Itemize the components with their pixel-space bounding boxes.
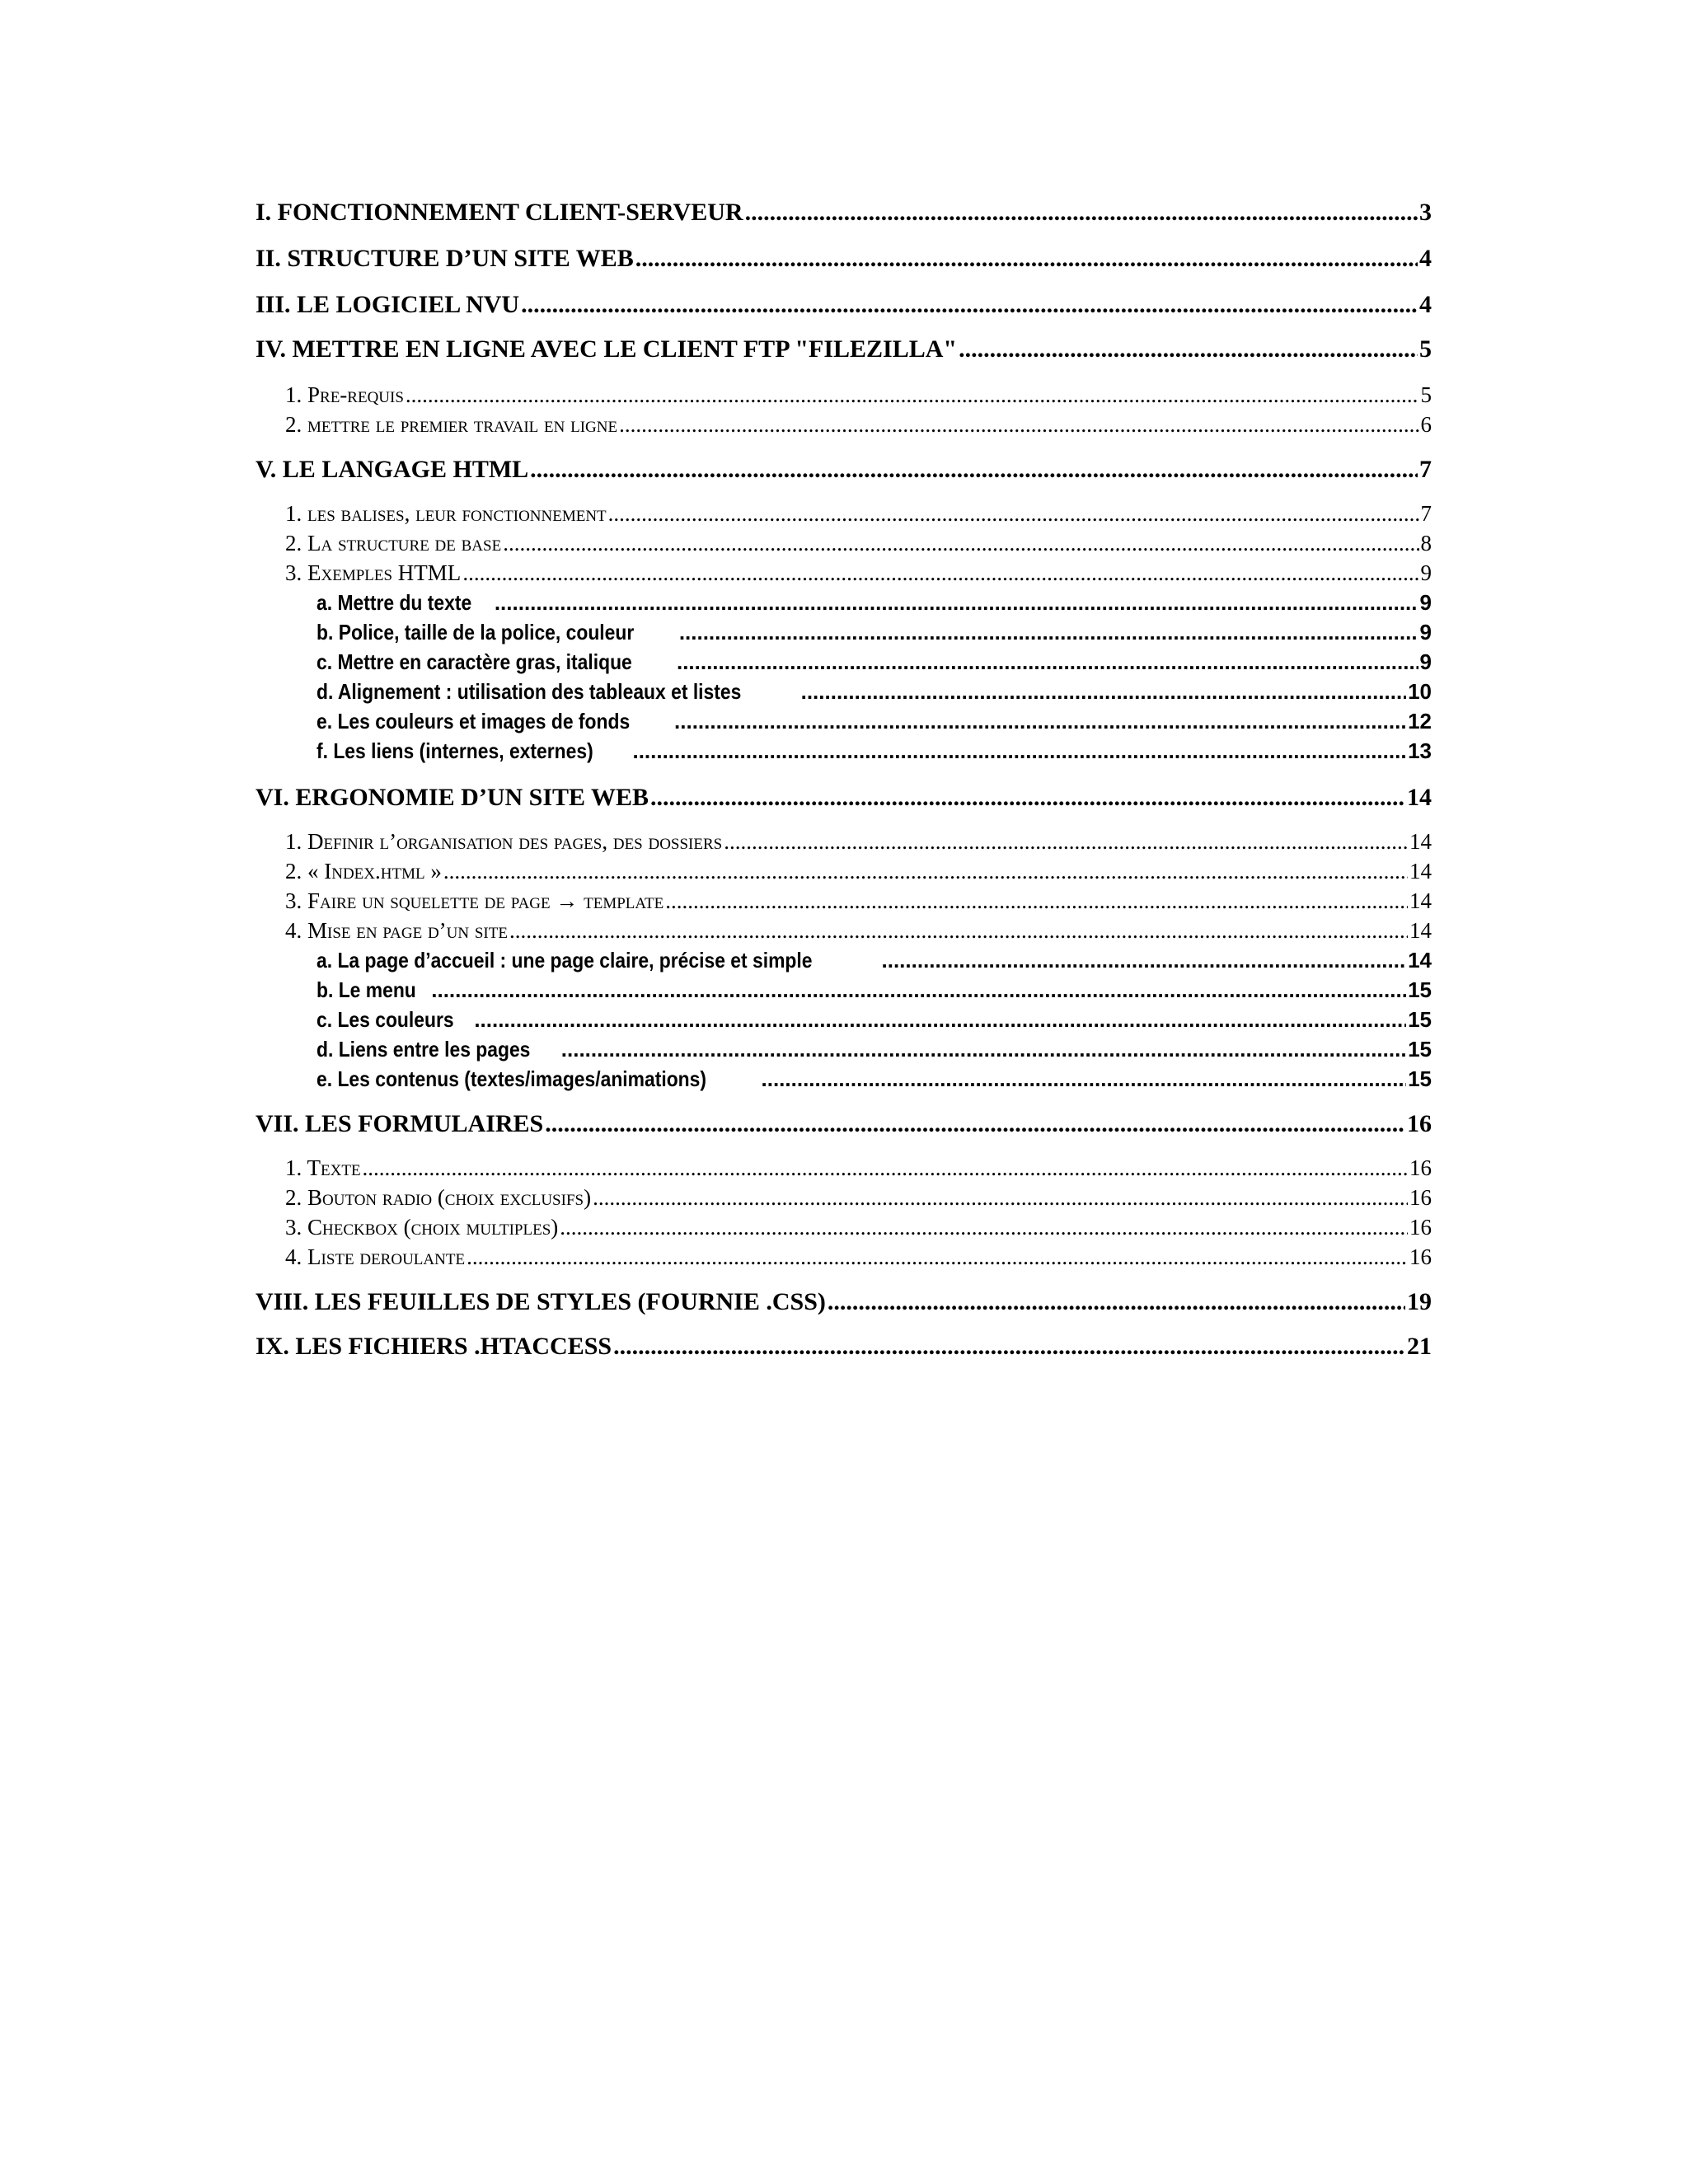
dot-leader <box>632 737 1406 765</box>
toc-entry-page: 14 <box>1409 829 1432 854</box>
toc-entry[interactable] <box>256 588 1432 616</box>
toc-entry-page: 21 <box>1407 1333 1432 1360</box>
toc-entry[interactable] <box>256 1109 1432 1139</box>
toc-entry-label: a. La page d’accueil : une page claire, précise et simple <box>316 948 813 972</box>
toc-entry-label: VIII. LES FEUILLES DE STYLES (FOURNIE .CSS) <box>256 1288 826 1315</box>
toc-entry-page: 4 <box>1419 245 1432 272</box>
toc-entry-label: 2. « Index.html » <box>285 859 442 883</box>
toc-entry-label: 4. Mise en page d’un site <box>285 918 508 943</box>
toc-entry-label: b. Police, taille de la police, couleur <box>316 620 635 644</box>
dot-leader <box>745 198 1418 227</box>
toc-entry-page: 4 <box>1419 291 1432 318</box>
dot-leader <box>530 455 1418 485</box>
dot-leader <box>619 410 1418 438</box>
toc-entry[interactable] <box>256 827 1432 855</box>
toc-entry-label: V. LE LANGAGE HTML <box>256 456 529 483</box>
toc-entry-page: 14 <box>1407 784 1432 811</box>
toc-entry[interactable] <box>256 381 1432 409</box>
dot-leader <box>363 1154 1408 1182</box>
toc-entry[interactable] <box>256 335 1432 364</box>
dot-leader <box>462 559 1418 587</box>
toc-entry-label: 3. Faire un squelette de page → template <box>285 888 664 913</box>
toc-entry-label: III. LE LOGICIEL NVU <box>256 291 520 318</box>
dot-leader <box>431 976 1406 1004</box>
dot-leader <box>443 857 1408 885</box>
dot-leader <box>560 1213 1408 1241</box>
toc-entry[interactable] <box>256 946 1432 974</box>
toc-entry[interactable] <box>256 1065 1432 1093</box>
toc-entry[interactable] <box>256 887 1432 915</box>
toc-entry[interactable] <box>256 290 1432 320</box>
toc-entry[interactable] <box>256 707 1432 735</box>
toc-entry-label: 1. les balises, leur fonctionnement <box>285 501 607 526</box>
toc-entry-page: 7 <box>1420 501 1432 526</box>
dot-leader <box>467 1243 1408 1271</box>
toc-entry[interactable] <box>256 1154 1432 1182</box>
toc-entry-page: 9 <box>1419 649 1432 674</box>
dot-leader <box>635 244 1418 274</box>
dot-leader <box>679 618 1418 646</box>
toc-entry-label: 2. La structure de base <box>285 531 502 555</box>
toc-entry-page: 14 <box>1409 859 1432 883</box>
dot-leader <box>593 1183 1408 1212</box>
toc-entry-label: 1. Pre-requis <box>285 382 404 407</box>
toc-entry-label: 2. mettre le premier travail en ligne <box>285 412 618 437</box>
toc-entry-label: 4. Liste deroulante <box>285 1244 466 1269</box>
toc-entry[interactable] <box>256 244 1432 274</box>
toc-entry-label: IX. LES FICHIERS .HTACCESS <box>256 1333 612 1360</box>
toc-entry-label: 2. Bouton radio (choix exclusifs) <box>285 1185 592 1210</box>
toc-entry-page: 16 <box>1409 1185 1432 1210</box>
dot-leader <box>677 648 1418 676</box>
toc-entry[interactable] <box>256 559 1432 587</box>
toc-entry-page: 9 <box>1420 560 1432 585</box>
toc-entry[interactable] <box>256 1287 1432 1317</box>
toc-entry[interactable] <box>256 618 1432 646</box>
toc-entry-label: f. Les liens (internes, externes) <box>316 738 593 763</box>
toc-entry-page: 12 <box>1408 709 1432 733</box>
dot-leader <box>762 1065 1407 1093</box>
toc-entry[interactable] <box>256 737 1432 765</box>
dot-leader <box>495 588 1418 616</box>
dot-leader <box>545 1109 1405 1139</box>
toc-entry-page: 9 <box>1419 620 1432 644</box>
toc-entry-label: e. Les contenus (textes/images/animations) <box>316 1066 706 1091</box>
toc-entry-page: 15 <box>1408 1066 1432 1091</box>
toc-entry-label: a. Mettre du texte <box>316 590 472 615</box>
dot-leader <box>828 1287 1405 1317</box>
dot-leader <box>406 381 1419 409</box>
dot-leader <box>509 916 1408 944</box>
toc-entry[interactable] <box>256 648 1432 676</box>
toc-entry-page: 8 <box>1420 531 1432 555</box>
toc-entry-label: IV. METTRE EN LIGNE AVEC LE CLIENT FTP "FILEZILLA" <box>256 335 958 363</box>
toc-entry-page: 15 <box>1408 1007 1432 1032</box>
toc-entry-label: 1. Texte <box>285 1155 361 1180</box>
dot-leader <box>959 335 1418 364</box>
toc-entry-page: 15 <box>1408 977 1432 1002</box>
toc-entry-page: 19 <box>1407 1288 1432 1315</box>
toc-entry[interactable] <box>256 1332 1432 1361</box>
toc-entry-page: 16 <box>1409 1244 1432 1269</box>
toc-entry[interactable] <box>256 455 1432 485</box>
dot-leader <box>474 1005 1406 1033</box>
toc-entry[interactable] <box>256 410 1432 438</box>
toc-entry[interactable] <box>256 916 1432 944</box>
toc-entry[interactable] <box>256 529 1432 557</box>
toc-entry[interactable] <box>256 857 1432 885</box>
toc-entry-page: 16 <box>1409 1155 1432 1180</box>
dot-leader <box>608 499 1419 527</box>
toc-entry-page: 16 <box>1407 1110 1432 1137</box>
dot-leader <box>650 783 1405 813</box>
toc-entry-page: 13 <box>1408 738 1432 763</box>
toc-entry-label: 3. Checkbox (choix multiples) <box>285 1215 559 1240</box>
dot-leader <box>503 529 1418 557</box>
toc-entry[interactable] <box>256 1183 1432 1212</box>
toc-entry-page: 5 <box>1419 335 1432 363</box>
toc-entry-page: 10 <box>1408 679 1432 704</box>
toc-entry-label: II. STRUCTURE D’UN SITE WEB <box>256 245 634 272</box>
toc-entry-page: 7 <box>1419 456 1432 483</box>
toc-entry[interactable] <box>256 976 1432 1004</box>
toc-entry-label: d. Alignement : utilisation des tableaux et listes <box>316 679 742 704</box>
toc-entry[interactable] <box>256 1005 1432 1033</box>
dot-leader <box>665 887 1408 915</box>
toc-entry-label: 1. Definir l’organisation des pages, des dossiers <box>285 829 723 854</box>
toc-entry-label: VII. LES FORMULAIRES <box>256 1110 544 1137</box>
toc-entry-label: VI. ERGONOMIE D’UN SITE WEB <box>256 784 649 811</box>
toc-entry[interactable] <box>256 1243 1432 1271</box>
toc-entry-page: 9 <box>1419 590 1432 615</box>
toc-entry-page: 14 <box>1408 948 1432 972</box>
toc-entry-label: b. Le menu <box>316 977 416 1002</box>
toc-entry[interactable] <box>256 1213 1432 1241</box>
toc-entry[interactable] <box>256 783 1432 813</box>
toc-entry-label: 3. Exemples HTML <box>285 560 462 585</box>
toc-entry-label: I. FONCTIONNEMENT CLIENT-SERVEUR <box>256 199 743 226</box>
toc-entry-page: 16 <box>1409 1215 1432 1240</box>
toc-entry-label: c. Les couleurs <box>316 1007 454 1032</box>
dot-leader <box>801 677 1406 705</box>
toc-entry-label: d. Liens entre les pages <box>316 1037 531 1062</box>
dot-leader <box>724 827 1408 855</box>
toc-entry[interactable] <box>256 198 1432 227</box>
toc-entry[interactable] <box>256 499 1432 527</box>
dot-leader <box>882 946 1407 974</box>
toc-entry-page: 15 <box>1408 1037 1432 1062</box>
dot-leader <box>521 290 1418 320</box>
toc-entry-page: 5 <box>1420 382 1432 407</box>
toc-entry-label: c. Mettre en caractère gras, italique <box>316 649 632 674</box>
toc-entry[interactable] <box>256 1035 1432 1063</box>
toc-entry-page: 3 <box>1419 199 1432 226</box>
dot-leader <box>674 707 1406 735</box>
toc-entry-page: 14 <box>1409 918 1432 943</box>
dot-leader <box>613 1332 1405 1361</box>
toc-entry-label: e. Les couleurs et images de fonds <box>316 709 631 733</box>
dot-leader <box>561 1035 1406 1063</box>
toc-entry-page: 14 <box>1409 888 1432 913</box>
toc-entry-page: 6 <box>1420 412 1432 437</box>
toc-entry[interactable] <box>256 677 1432 705</box>
